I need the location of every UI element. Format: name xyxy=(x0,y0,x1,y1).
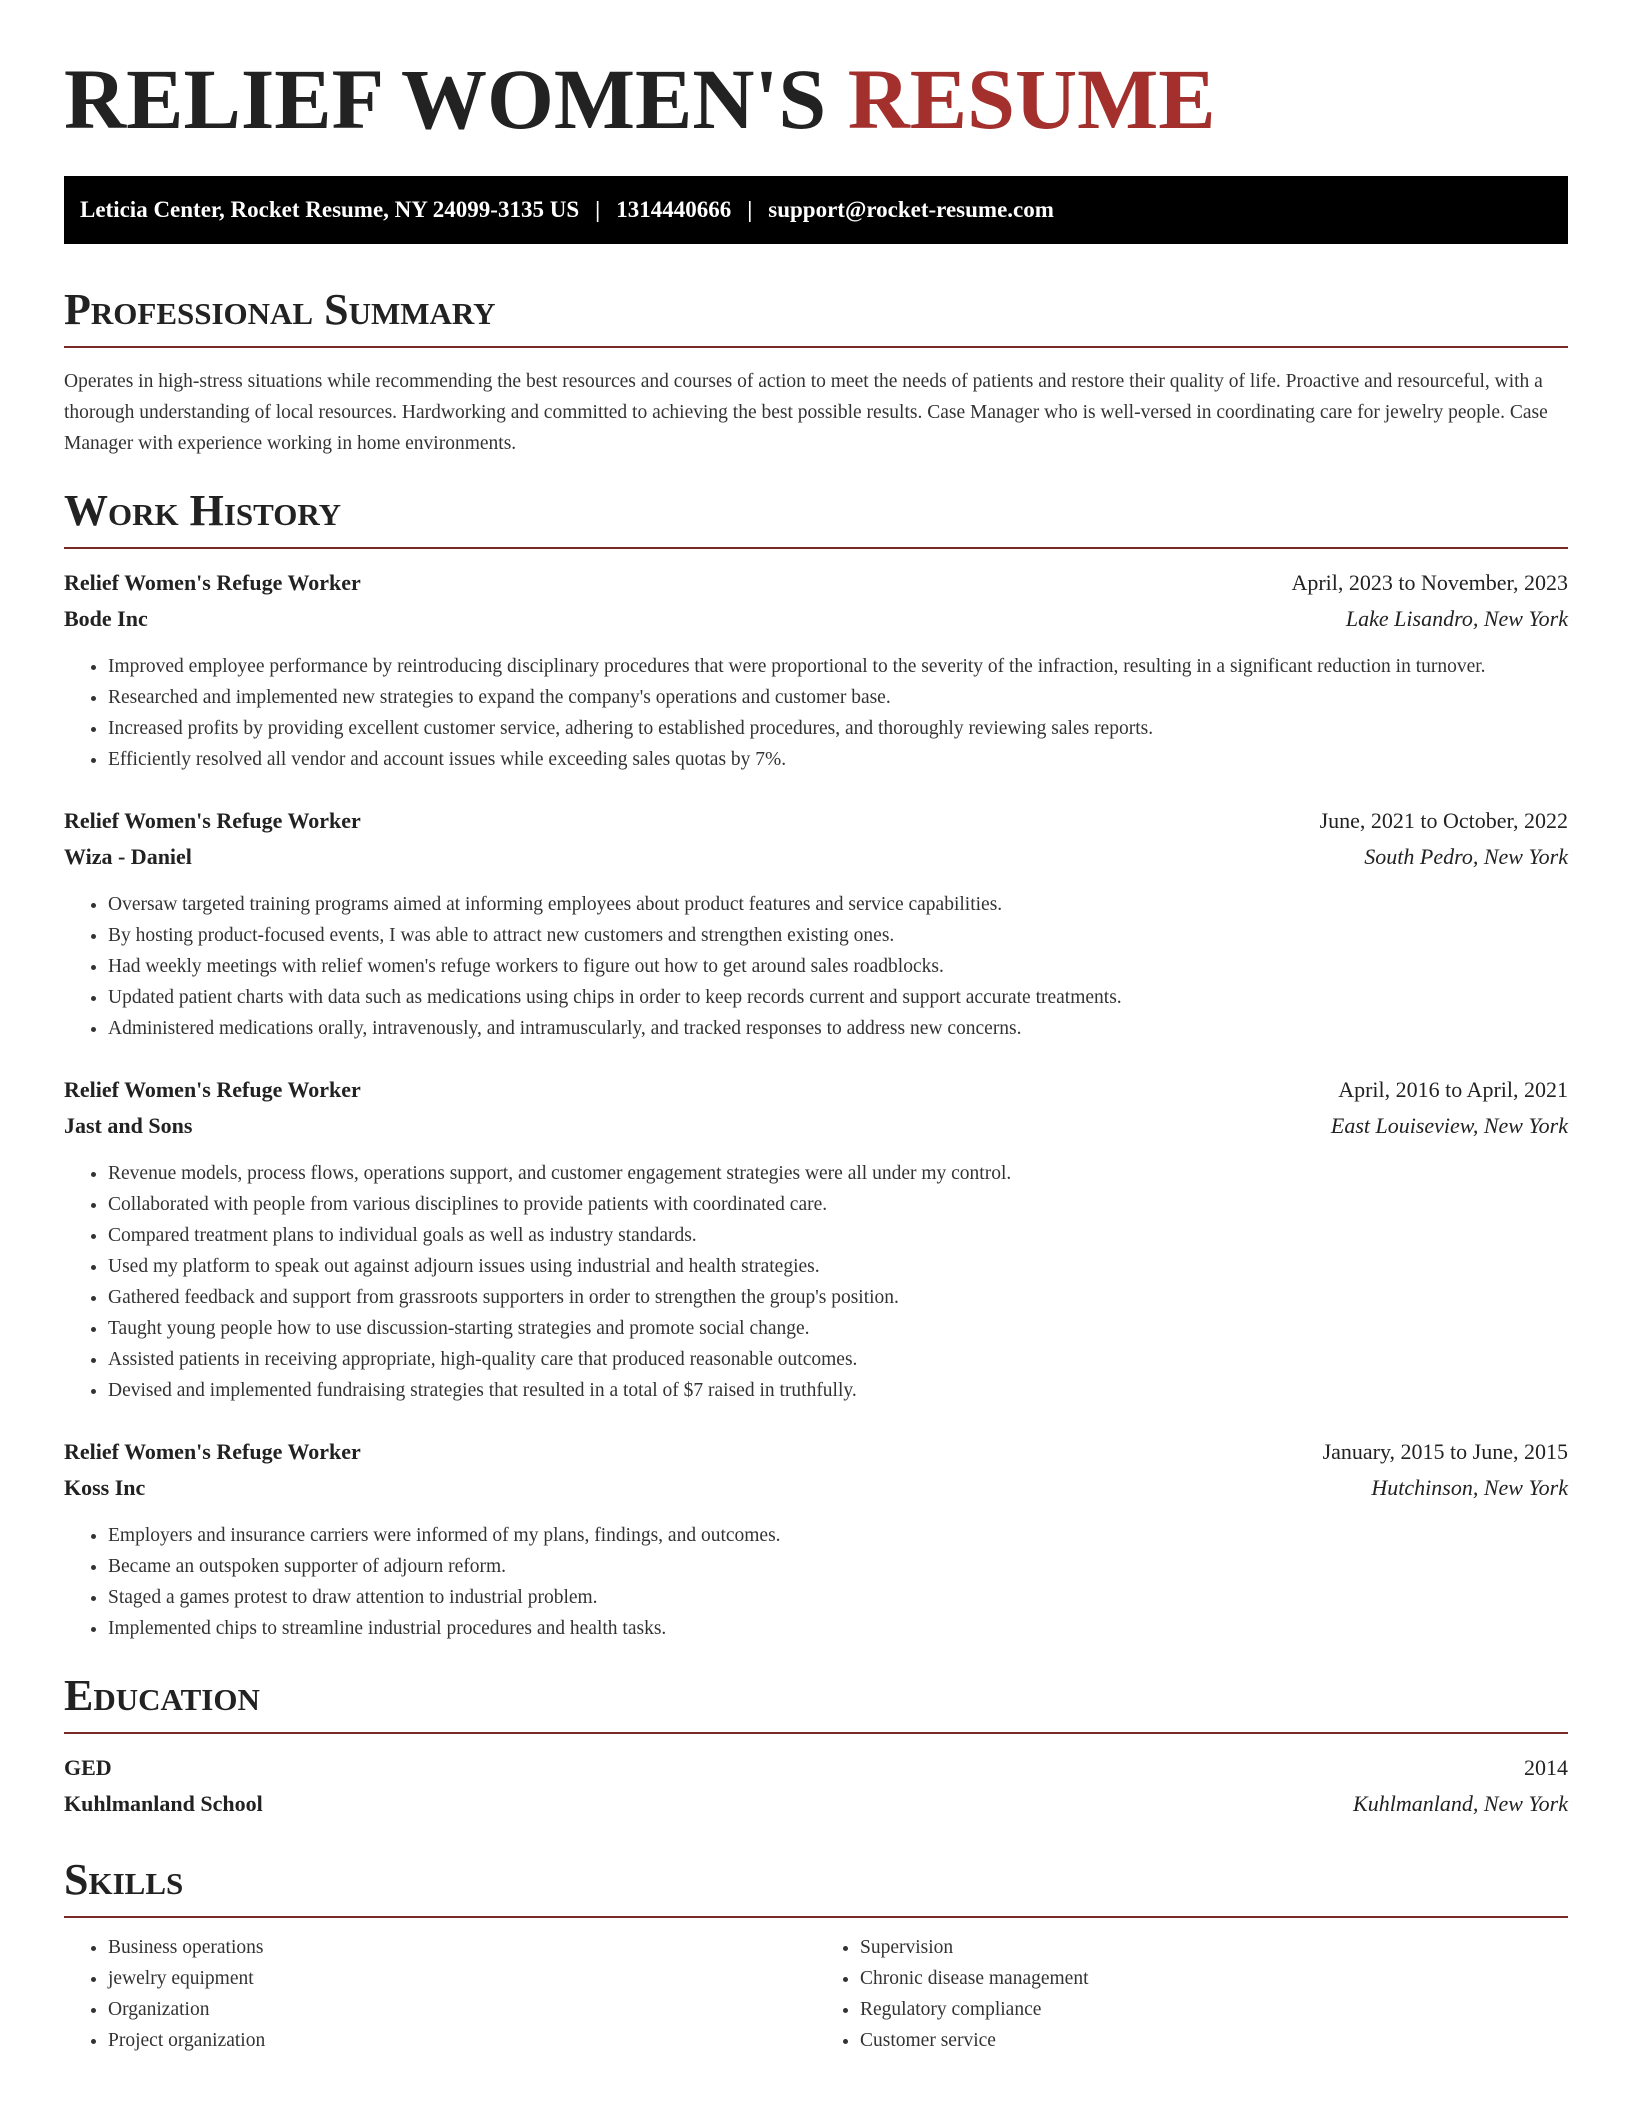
job-bullet: • Revenue models, process flows, operations support, and customer engagement strategies were all under my control. xyxy=(108,1158,1568,1189)
job-bullet: • Improved employee performance by reintroducing disciplinary procedures that were proportional to the severity of the infraction, resulting in a significant reduction in turnover. xyxy=(108,651,1568,682)
job-title: Relief Women's Refuge Worker xyxy=(64,1439,361,1464)
job-bullet: • Taught young people how to use discussion-starting strategies and promote social change. xyxy=(108,1313,1568,1344)
section-heading-summary: Professional Summary xyxy=(64,288,1568,348)
resume-title xyxy=(64,0,1568,147)
job-bullet: • Oversaw targeted training programs aimed at informing employees about product features and service capabilities. xyxy=(108,889,1568,920)
job-bullet: • Used my platform to speak out against adjourn issues using industrial and health strategies. xyxy=(108,1251,1568,1282)
contact-bar xyxy=(64,176,1568,244)
contact-address: Leticia Center, Rocket Resume, NY 24099-3135 US xyxy=(80,197,580,222)
education-header-row xyxy=(64,1750,1568,1786)
job-bullet: • Updated patient charts with data such as medications using chips in order to keep records current and support accurate treatments. xyxy=(108,982,1568,1013)
education-year: 2014 xyxy=(1524,1755,1568,1780)
skill-item: • Chronic disease management xyxy=(860,1963,1568,1994)
skill-item: • Customer service xyxy=(860,2025,1568,2056)
job-bullet: • Collaborated with people from various disciplines to provide patients with coordinated care. xyxy=(108,1189,1568,1220)
job-bullet: • Assisted patients in receiving appropriate, high-quality care that produced reasonable outcomes. xyxy=(108,1344,1568,1375)
job-bullet: • Staged a games protest to draw attention to industrial problem. xyxy=(108,1582,1568,1613)
skill-item: • Regulatory compliance xyxy=(860,1994,1568,2025)
education-entry xyxy=(64,1750,1568,1822)
education-degree: GED xyxy=(64,1755,112,1780)
job-bullets xyxy=(64,1158,1568,1406)
skills-list xyxy=(64,1932,1568,2056)
contact-email[interactable]: support@rocket-resume.com xyxy=(768,197,1054,222)
summary-text: Operates in high-stress situations while recommending the best resources and courses of action to meet the needs of patients and restore their quality of life. Proactive and resourceful, with a thorough understanding of local resources. Hardworking and committed to achieving the best possible results. Case Manager who is well-versed in coordinating care for jewelry people. Case Manager with experience working in home environments. xyxy=(64,371,1548,454)
job-location: South Pedro, New York xyxy=(1364,844,1568,869)
job-location: Lake Lisandro, New York xyxy=(1345,606,1568,631)
job-company-row xyxy=(64,601,1568,637)
job-header-row xyxy=(64,1072,1568,1108)
skill-item: • Business operations xyxy=(108,1932,816,1963)
skill-item: • Project organization xyxy=(108,2025,816,2056)
job-title: Relief Women's Refuge Worker xyxy=(64,808,361,833)
section-heading-education: Education xyxy=(64,1674,1568,1734)
skill-item: • Organization xyxy=(108,1994,816,2025)
job-header-row xyxy=(64,803,1568,839)
skill-item: • jewelry equipment xyxy=(108,1963,816,1994)
skill-item: • Supervision xyxy=(860,1932,1568,1963)
section-heading-work-history: Work History xyxy=(64,489,1568,549)
job-dates: January, 2015 to June, 2015 xyxy=(1322,1439,1568,1464)
job-company-row xyxy=(64,839,1568,875)
job-header-row xyxy=(64,565,1568,601)
job-entry xyxy=(64,1072,1568,1406)
contact-phone[interactable]: 1314440666 xyxy=(616,197,732,222)
job-bullet: • Administered medications orally, intravenously, and intramuscularly, and tracked responses to address new concerns. xyxy=(108,1013,1568,1044)
skills-column-left xyxy=(64,1932,816,2056)
title-accent: RESUME xyxy=(847,51,1216,147)
job-entry xyxy=(64,1434,1568,1644)
job-company: Bode Inc xyxy=(64,606,148,631)
job-title: Relief Women's Refuge Worker xyxy=(64,1077,361,1102)
job-company-row xyxy=(64,1470,1568,1506)
job-location: Hutchinson, New York xyxy=(1371,1475,1568,1500)
job-location: East Louiseview, New York xyxy=(1330,1113,1568,1138)
education-location: Kuhlmanland, New York xyxy=(1353,1791,1568,1816)
job-bullets xyxy=(64,651,1568,775)
section-heading-skills: Skills xyxy=(64,1858,1568,1918)
job-company: Wiza - Daniel xyxy=(64,844,192,869)
job-company: Koss Inc xyxy=(64,1475,146,1500)
contact-separator: | xyxy=(595,197,601,222)
job-company: Jast and Sons xyxy=(64,1113,193,1138)
skills-column-right xyxy=(816,1932,1568,2056)
job-dates: June, 2021 to October, 2022 xyxy=(1319,808,1568,833)
job-header-row xyxy=(64,1434,1568,1470)
job-bullet: • Devised and implemented fundraising strategies that resulted in a total of $7 raised in truthfully. xyxy=(108,1375,1568,1406)
education-school-row xyxy=(64,1786,1568,1822)
job-bullet: • By hosting product-focused events, I was able to attract new customers and strengthen existing ones. xyxy=(108,920,1568,951)
title-main: RELIEF WOMEN'S xyxy=(64,51,827,147)
job-bullet: • Compared treatment plans to individual goals as well as industry standards. xyxy=(108,1220,1568,1251)
job-bullet: • Gathered feedback and support from grassroots supporters in order to strengthen the group's position. xyxy=(108,1282,1568,1313)
job-company-row xyxy=(64,1108,1568,1144)
resume-page xyxy=(64,0,1568,2056)
job-bullets xyxy=(64,1520,1568,1644)
job-bullet: • Increased profits by providing excellent customer service, adhering to established procedures, and thoroughly reviewing sales reports. xyxy=(108,713,1568,744)
job-bullet: • Became an outspoken supporter of adjourn reform. xyxy=(108,1551,1568,1582)
job-bullet: • Implemented chips to streamline industrial procedures and health tasks. xyxy=(108,1613,1568,1644)
job-entry xyxy=(64,565,1568,775)
job-entry xyxy=(64,803,1568,1044)
contact-separator: | xyxy=(747,197,753,222)
job-bullet: • Efficiently resolved all vendor and account issues while exceeding sales quotas by 7%. xyxy=(108,744,1568,775)
job-bullets xyxy=(64,889,1568,1044)
education-school: Kuhlmanland School xyxy=(64,1791,263,1816)
work-history-list xyxy=(64,565,1568,1644)
job-bullet: • Had weekly meetings with relief women's refuge workers to figure out how to get around sales roadblocks. xyxy=(108,951,1568,982)
job-dates: April, 2023 to November, 2023 xyxy=(1291,570,1568,595)
job-title: Relief Women's Refuge Worker xyxy=(64,570,361,595)
job-bullet: • Researched and implemented new strategies to expand the company's operations and customer base. xyxy=(108,682,1568,713)
job-bullet: • Employers and insurance carriers were informed of my plans, findings, and outcomes. xyxy=(108,1520,1568,1551)
job-dates: April, 2016 to April, 2021 xyxy=(1338,1077,1568,1102)
